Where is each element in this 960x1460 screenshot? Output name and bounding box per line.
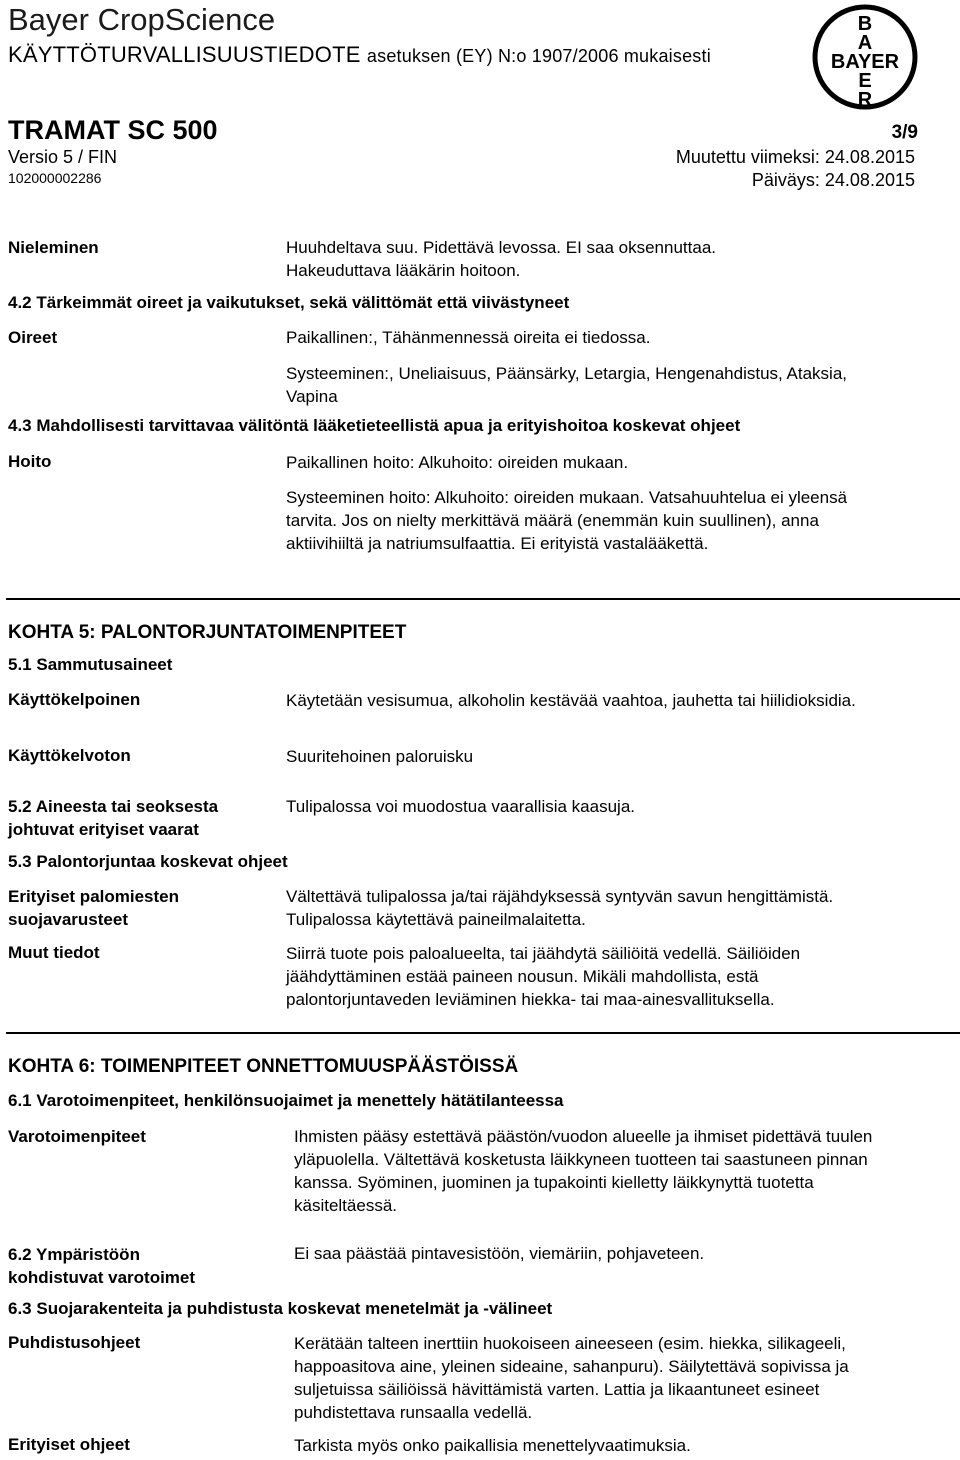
nieleminen-text — [286, 236, 926, 282]
varotoimenpiteet-label: Varotoimenpiteet — [8, 1127, 146, 1146]
bayer-logo — [810, 2, 920, 112]
company-name: Bayer CropScience — [8, 2, 276, 37]
issue-date: Päiväys: 24.08.2015 — [751, 170, 915, 190]
svg-text:A: A — [857, 32, 873, 54]
section-divider — [6, 1032, 960, 1034]
nieleminen-label: Nieleminen — [8, 238, 99, 257]
kayttokelpoinen-text: Käytetään vesisumua, alkoholin kestävää vaahtoa, jauhetta tai hiilidioksidia. — [286, 691, 856, 710]
section-6-1-heading: 6.1 Varotoimenpiteet, henkilönsuojaimet ja menettely hätätilanteessa — [8, 1091, 564, 1110]
puhdistusohjeet-label: Puhdistusohjeet — [8, 1333, 141, 1352]
erityiset-ohjeet-text: Tarkista myös onko paikallisia menettelyvaatimuksia. — [294, 1436, 691, 1455]
version: Versio 5 / FIN — [8, 147, 118, 167]
muut-tiedot-label: Muut tiedot — [8, 943, 100, 962]
kayttokelvoton-text: Suuritehoinen paloruisku — [286, 747, 474, 766]
section-6-2-text: Ei saa päästää pintavesistöön, viemäriin, pohjaveteen. — [294, 1244, 705, 1263]
svg-text:R: R — [857, 89, 873, 111]
muut-tiedot-text: Siirrä tuote pois paloalueelta, tai jäähdytä säiliöitä vedellä. Säiliöiden jäähdyttäminen estää paineen nousun. Mikäli mahdollista, estä palontorjuntaveden leviäminen hiekka- tai maa-ainesvallituksella. — [286, 944, 801, 1009]
section-5-3-heading: 5.3 Palontorjuntaa koskevat ohjeet — [8, 852, 288, 871]
hoito-local: Paikallinen hoito: Alkuhoito: oireiden mukaan. — [286, 453, 629, 472]
nieleminen-text-line2: Hakeuduttava lääkärin hoitoon. — [286, 261, 521, 280]
oireet-systemic: Systeeminen:, Uneliaisuus, Päänsärky, Letargia, Hengenahdistus, Ataksia, Vapina — [286, 364, 847, 406]
suojavarusteet-label: Erityiset palomiesten suojavarusteet — [8, 887, 180, 929]
section-5-2-text: Tulipalossa voi muodostua vaarallisia kaasuja. — [286, 797, 635, 816]
section-6-3-heading: 6.3 Suojarakenteita ja puhdistusta koskevat menetelmät ja -välineet — [8, 1299, 553, 1318]
oireet-label: Oireet — [8, 328, 58, 347]
kayttokelpoinen-label: Käyttökelpoinen — [8, 690, 141, 709]
section-divider — [6, 598, 960, 600]
document-number: 102000002286 — [8, 170, 102, 186]
section-5-title: KOHTA 5: PALONTORJUNTATOIMENPITEET — [8, 622, 407, 643]
suojavarusteet-text: Vältettävä tulipalossa ja/tai räjähdyksessä syntyvän savun hengittämistä. Tulipalossa käytettävä paineilmalaitetta. — [286, 887, 834, 929]
nieleminen-text-line1: Huuhdeltava suu. Pidettävä levossa. EI saa oksennuttaa. — [286, 238, 716, 257]
product-name: TRAMAT SC 500 — [8, 115, 218, 145]
hoito-label: Hoito — [8, 452, 52, 471]
section-6-2-heading: 6.2 Ympäristöön kohdistuvat varotoimet — [8, 1245, 196, 1287]
document-title-regulation: asetuksen (EY) N:o 1907/2006 mukaisesti — [366, 46, 711, 66]
puhdistusohjeet-text: Kerätään talteen inerttiin huokoiseen aineeseen (esim. hiekka, silikageeli, happoasitova aine, yleinen sideaine, sahanpuru). Säilytettävä sopivissa ja suljetuissa säiliöissä hävittämistä varten. Lattia ja likaantuneet esineet puhdistettava runsaalla vedellä. — [294, 1334, 849, 1422]
hoito-systemic: Systeeminen hoito: Alkuhoito: oireiden mukaan. Vatsahuuhtelua ei yleensä tarvita. Jos on nielty merkittävä määrä (enemmän kuin suullinen), anna aktiivihiiltä ja natriumsulfaattia. Ei erityistä vastalääkettä. — [286, 488, 848, 553]
section-4-3-heading: 4.3 Mahdollisesti tarvittavaa välitöntä lääketieteellistä apua ja erityishoitoa koskevat ohjeet — [8, 416, 741, 435]
oireet-local: Paikallinen:, Tähänmennessä oireita ei tiedossa. — [286, 328, 651, 347]
svg-text:B: B — [857, 13, 873, 35]
document-title — [8, 42, 711, 68]
erityiset-ohjeet-label: Erityiset ohjeet — [8, 1435, 130, 1454]
varotoimenpiteet-text: Ihmisten pääsy estettävä päästön/vuodon alueelle ja ihmiset pidettävä tuulen yläpuolella. Vältettävä kosketusta läikkyneen tuotteen tai saastuneen pinnan kanssa. Syöminen, juominen ja tupakointi kielletty läikkynyttä tuotetta käsiteltäessä. — [294, 1127, 873, 1215]
svg-text:BAYER: BAYER — [830, 51, 900, 73]
section-5-1-heading: 5.1 Sammutusaineet — [8, 655, 173, 674]
kayttokelvoton-label: Käyttökelvoton — [8, 746, 131, 765]
section-6-title: KOHTA 6: TOIMENPITEET ONNETTOMUUSPÄÄSTÖISSÄ — [8, 1056, 519, 1077]
modified-date: Muutettu viimeksi: 24.08.2015 — [675, 147, 915, 167]
section-5-2-heading: 5.2 Aineesta tai seoksesta johtuvat erityiset vaarat — [8, 797, 219, 839]
document-title-main: KÄYTTÖTURVALLISUUSTIEDOTE — [8, 42, 361, 67]
svg-text:E: E — [858, 70, 872, 92]
section-4-2-heading: 4.2 Tärkeimmät oireet ja vaikutukset, sekä välittömät että viivästyneet — [8, 293, 570, 312]
page-number: 3/9 — [891, 122, 918, 143]
